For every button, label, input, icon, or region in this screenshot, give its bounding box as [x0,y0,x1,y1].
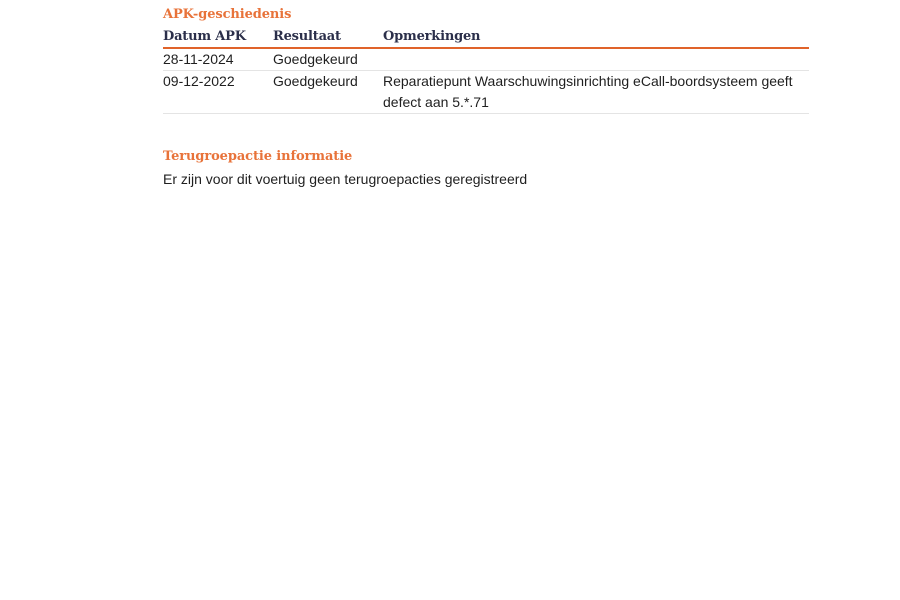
apk-history-table [163,26,809,114]
apk-remarks-cell [383,48,809,71]
apk-date-cell: 09-12-2022 [163,71,273,114]
table-header-row [163,26,809,48]
table-row [163,48,809,71]
apk-result-cell: Goedgekeurd [273,48,383,71]
apk-history-title: APK-geschiedenis [163,7,292,22]
recall-info-text: Er zijn voor dit voertuig geen terugroepacties geregistreerd [163,171,528,187]
recall-info-title: Terugroepactie informatie [163,149,353,164]
table-row [163,71,809,114]
apk-remarks-cell: Reparatiepunt Waarschuwingsinrichting eCall-boordsysteem geeft defect aan 5.*.71 [383,71,809,114]
column-header-date: Datum APK [163,26,273,48]
apk-result-cell: Goedgekeurd [273,71,383,114]
column-header-remarks: Opmerkingen [383,26,809,48]
column-header-result: Resultaat [273,26,383,48]
apk-date-cell: 28-11-2024 [163,48,273,71]
